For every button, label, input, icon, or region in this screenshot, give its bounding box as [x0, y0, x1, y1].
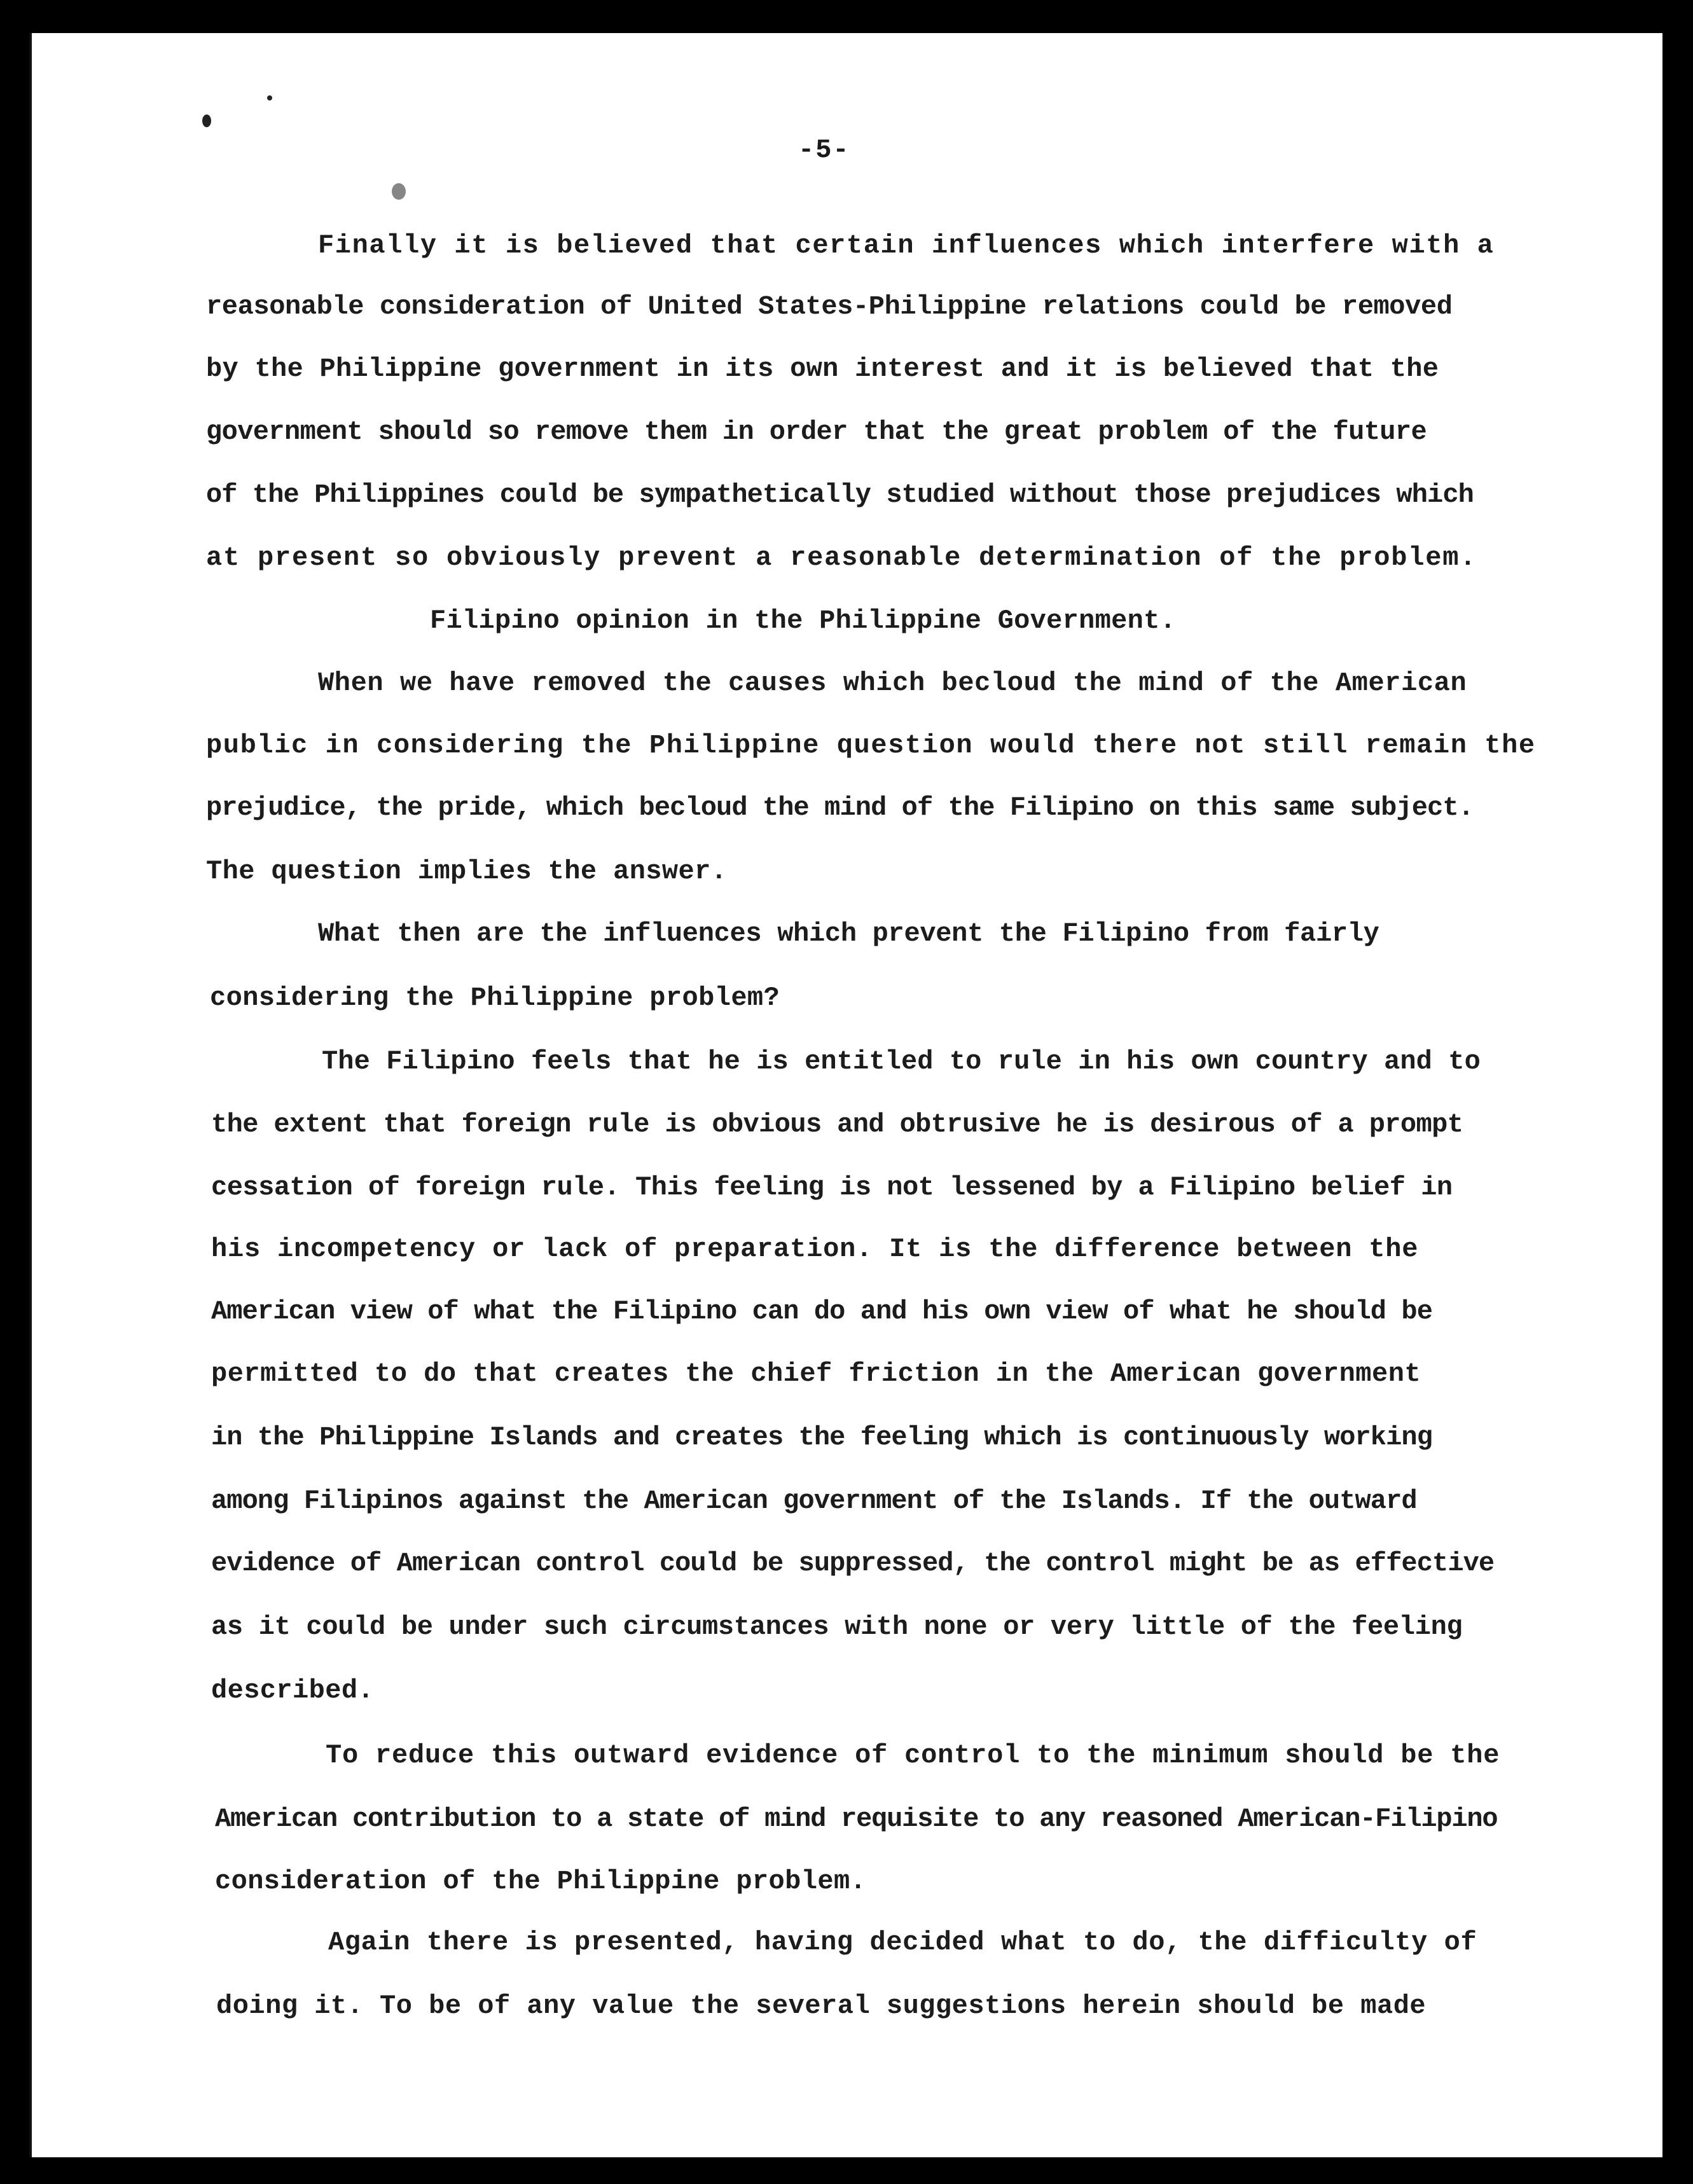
text-line: considering the Philippine problem?	[210, 983, 780, 1013]
text-line: public in considering the Philippine question would there not still remain the	[206, 730, 1536, 761]
text-line: The question implies the answer.	[206, 856, 728, 887]
text-line: among Filipinos against the American government of the Islands. If the outward	[211, 1486, 1417, 1516]
text-line: Finally it is believed that certain influences which interfere with a	[318, 230, 1495, 261]
scan-speck	[392, 183, 406, 200]
text-line: American contribution to a state of mind requisite to any reasoned American-Filipino	[215, 1804, 1498, 1834]
text-line: When we have removed the causes which becloud the mind of the American	[318, 668, 1467, 698]
text-line: The Filipino feels that he is entitled to rule in his own country and to	[322, 1046, 1481, 1077]
text-line: described.	[211, 1675, 375, 1706]
text-line: doing it. To be of any value the several suggestions herein should be made	[216, 1991, 1427, 2021]
page-number: -5-	[798, 135, 850, 165]
text-line: in the Philippine Islands and creates the feeling which is continuously working	[211, 1422, 1433, 1453]
text-line: by the Philippine government in its own interest and it is believed that the	[206, 354, 1439, 384]
text-line: Again there is presented, having decided what to do, the difficulty of	[328, 1927, 1477, 1958]
text-line: as it could be under such circumstances with none or very little of the feeling	[211, 1612, 1463, 1642]
scan-speck	[202, 114, 211, 127]
text-line: evidence of American control could be suppressed, the control might be as effective	[211, 1548, 1495, 1579]
text-line: his incompetency or lack of preparation. It is the difference between the	[211, 1234, 1419, 1264]
text-line: at present so obviously prevent a reasonable determination of the problem.	[206, 543, 1477, 573]
text-line: of the Philippines could be sympathetically studied without those prejudices which	[206, 480, 1474, 510]
text-line: To reduce this outward evidence of control to the minimum should be the	[326, 1740, 1500, 1771]
text-line: prejudice, the pride, which becloud the mind of the Filipino on this same subject.	[206, 792, 1474, 823]
document-page	[29, 33, 1662, 2157]
text-line: the extent that foreign rule is obvious and obtrusive he is desirous of a prompt	[211, 1109, 1463, 1140]
text-line: government should so remove them in order that the great problem of the future	[206, 417, 1427, 447]
text-line: reasonable consideration of United States-Philippine relations could be removed	[206, 291, 1453, 322]
text-line: permitted to do that creates the chief friction in the American government	[211, 1358, 1421, 1389]
section-heading: Filipino opinion in the Philippine Government.	[430, 605, 1177, 636]
scan-speck	[267, 95, 272, 100]
text-line: American view of what the Filipino can do and his own view of what he should be	[211, 1296, 1433, 1327]
text-line: consideration of the Philippine problem.	[215, 1866, 867, 1897]
text-line: cessation of foreign rule. This feeling is not lessened by a Filipino belief in	[211, 1172, 1453, 1203]
text-line: What then are the influences which prevent the Filipino from fairly	[318, 918, 1379, 949]
